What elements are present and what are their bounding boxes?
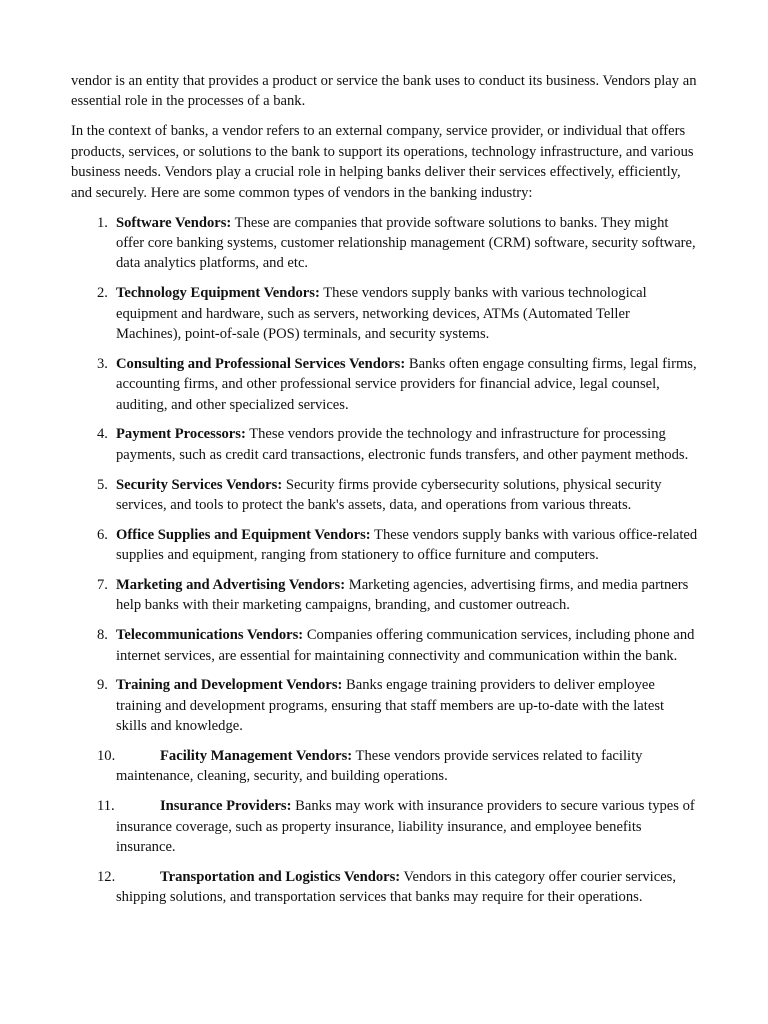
list-description: Banks often engage consulting firms, legal firms, accounting firms, and other professional service providers for financial advice, legal counsel, auditing, and other specialized services. (116, 355, 697, 413)
list-description: Banks may work with insurance providers to secure various types of insurance coverage, such as property insurance, liability insurance, and employee benefits insurance. (116, 798, 695, 856)
list-description: Security firms provide cybersecurity solutions, physical security services, and tools to protect the bank's assets, data, and operations from various threats. (116, 476, 662, 514)
list-number: 1. (97, 214, 108, 231)
list-item (71, 796, 698, 857)
intro-paragraph-2: In the context of banks, a vendor refers to an external company, service provider, or individual that offers products, services, or solutions to the bank to support its operations, technology infrastructure, and various business needs. Vendors play a crucial role in helping banks deliver their services effectively, efficiently, and securely. Here are some common types of vendors in the banking industry: (71, 123, 694, 201)
list-number: 3. (97, 355, 108, 372)
list-description: Vendors in this category offer courier services, shipping solutions, and transportation services that banks may require for their operations. (116, 868, 677, 906)
list-item (71, 283, 698, 344)
list-term: Marketing and Advertising Vendors: (116, 577, 346, 594)
list-term: Insurance Providers: (160, 798, 292, 815)
list-number: 5. (97, 476, 108, 493)
list-number: 6. (97, 526, 108, 543)
list-term: Transportation and Logistics Vendors: (160, 868, 401, 885)
list-number: 7. (97, 577, 108, 594)
list-number: 4. (97, 426, 108, 443)
list-description: These vendors provide the technology and infrastructure for processing payments, such as credit card transactions, electronic funds transfers, and other payment methods. (116, 426, 689, 463)
list-description: These are companies that provide software solutions to banks. They might offer core banking systems, customer relationship management (CRM) software, security software, data analytics platforms, and etc. (116, 214, 696, 272)
list-term: Security Services Vendors: (116, 476, 283, 493)
list-term: Office Supplies and Equipment Vendors: (116, 526, 371, 543)
vendor-types-list (71, 213, 698, 908)
list-number: 10. (97, 748, 116, 765)
list-number: 9. (97, 677, 108, 694)
list-number: 2. (97, 285, 108, 302)
list-item (71, 424, 698, 465)
list-item (71, 354, 698, 415)
list-number: 8. (97, 627, 108, 644)
list-item (71, 746, 698, 787)
list-number: 11. (97, 798, 115, 815)
list-number: 12. (97, 868, 116, 885)
list-description: These vendors provide services related to facility maintenance, cleaning, security, and building operations. (116, 748, 643, 785)
list-term: Technology Equipment Vendors: (116, 285, 320, 302)
list-term: Software Vendors: (116, 214, 232, 231)
list-item (71, 575, 698, 616)
list-item (71, 867, 698, 908)
list-description: Companies offering communication services, including phone and internet services, are essential for maintaining connectivity and communication within the bank. (116, 627, 695, 664)
list-term: Payment Processors: (116, 426, 246, 443)
document-page (71, 71, 698, 917)
list-term: Consulting and Professional Services Vendors: (116, 355, 406, 372)
list-item (71, 675, 698, 736)
intro-paragraph-1: vendor is an entity that provides a product or service the bank uses to conduct its business. Vendors play an essential role in the processes of a bank. (71, 73, 697, 110)
list-term: Telecommunications Vendors: (116, 627, 304, 644)
list-term: Facility Management Vendors: (160, 748, 353, 765)
list-item (71, 213, 698, 274)
list-term: Training and Development Vendors: (116, 677, 343, 694)
list-item (71, 625, 698, 666)
list-item (71, 475, 698, 516)
list-description: Banks engage training providers to deliver employee training and development programs, ensuring that staff members are up-to-date with the latest skills and knowledge. (116, 677, 665, 735)
list-description: These vendors supply banks with various technological equipment and hardware, such as servers, networking devices, ATMs (Automated Teller Machines), point-of-sale (POS) terminals, and security systems. (116, 285, 647, 343)
list-description: These vendors supply banks with various office-related supplies and equipment, ranging from stationery to office furniture and computers. (116, 526, 698, 564)
list-item (71, 525, 698, 566)
list-description: Marketing agencies, advertising firms, and media partners help banks with their marketing campaigns, branding, and customer outreach. (116, 577, 689, 614)
